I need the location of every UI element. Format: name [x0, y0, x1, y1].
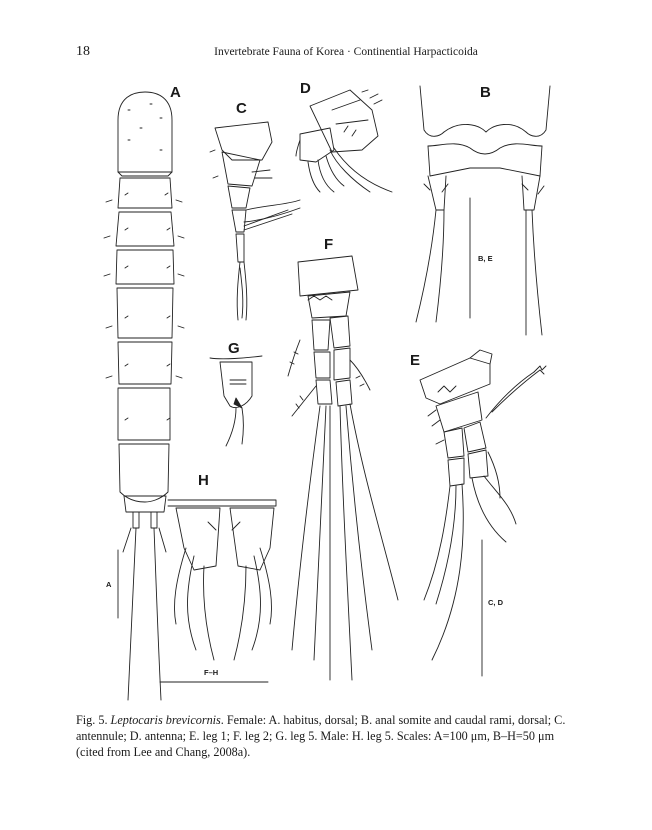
- male-leg5-drawing: [168, 500, 276, 660]
- caption-species: Leptocaris brevicornis: [110, 713, 221, 727]
- caption-fig-label: Fig. 5.: [76, 713, 108, 727]
- leg2-drawing: [288, 256, 398, 680]
- page-number: 18: [76, 44, 90, 59]
- scale-label-be: B, E: [478, 254, 493, 263]
- antenna-drawing: [296, 90, 392, 192]
- leg5-drawing: [210, 356, 262, 446]
- panel-label-h: H: [198, 472, 209, 489]
- panel-label-d: D: [300, 80, 311, 97]
- panel-label-b: B: [480, 84, 491, 101]
- scale-label-cd: C, D: [488, 598, 503, 607]
- habitus-drawing: [104, 92, 184, 700]
- panel-label-a: A: [170, 84, 181, 101]
- panel-label-c: C: [236, 100, 247, 117]
- antennule-drawing: [210, 122, 300, 320]
- panel-label-g: G: [228, 340, 240, 357]
- scale-label-fh: F–H: [204, 668, 219, 677]
- figure-caption: [76, 712, 584, 760]
- panel-label-e: E: [410, 352, 421, 369]
- scale-label-a: A: [106, 580, 112, 589]
- running-head: Invertebrate Fauna of Korea · Continential Harpacticoida: [214, 46, 478, 58]
- leg1-drawing: [420, 350, 546, 660]
- caption-text: . Female: A. habitus, dorsal; B. anal somite and caudal rami, dorsal; C. antennule; D. antenna; E. leg 1; F. leg 2; G. leg 5. Male: H. leg 5. Scales: A=100 μm, B–H=50 μm (cited from Lee and Chang, 2008a).: [76, 713, 566, 759]
- panel-label-f: F: [324, 236, 334, 253]
- caudal-rami-drawing: [416, 86, 550, 335]
